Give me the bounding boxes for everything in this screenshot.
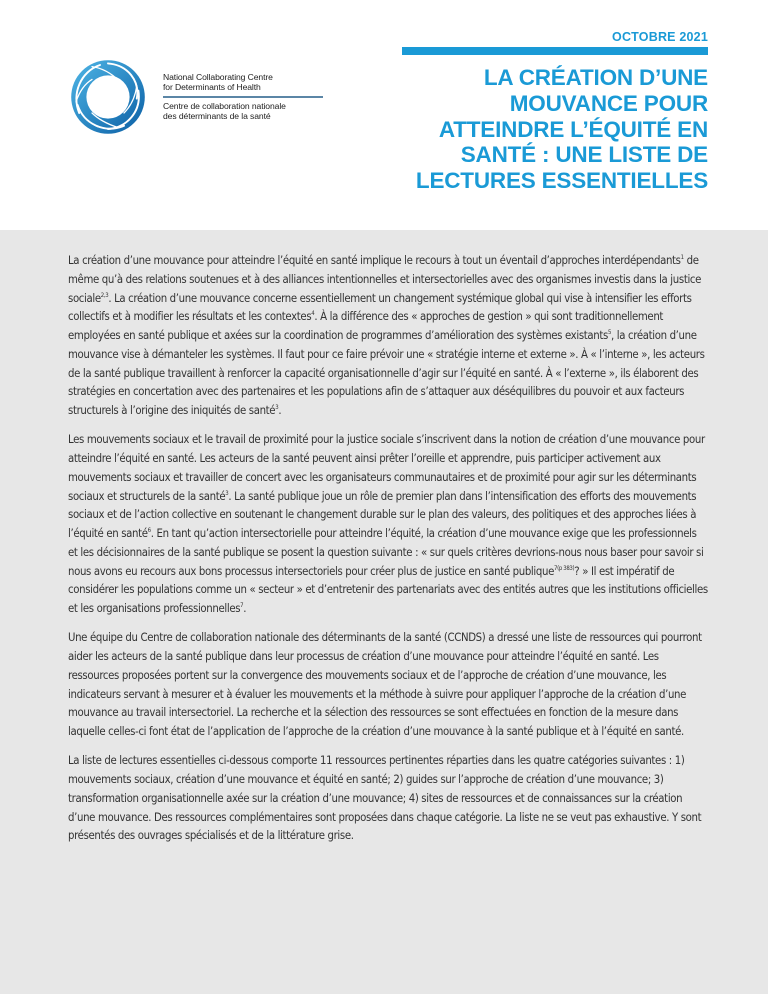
citation-superscript: 3 <box>225 489 229 497</box>
paragraph-categories <box>68 752 708 846</box>
paragraph-text: La liste de lectures essentielles ci-dessous comporte 11 ressources pertinentes réparties dans les quatre catégories suivantes : 1) mouvements sociaux, création d’une mouvance et équité en santé; 2) guides sur l’approche de création d’une mouvance; 3) transformation organisationnelle axée sur la création d’une mouvance; 4) sites de ressources et de connaissances sur la création d’une mouvance. Des ressources complémentaires sont proposées dans chaque catégorie. La liste ne se veut pas exhaustive. Y sont présentés des ouvrages spécialisés et de la littérature grise. <box>68 754 702 843</box>
publication-date: OCTOBRE 2021 <box>612 30 708 44</box>
swirl-circle-logo-icon <box>68 57 148 137</box>
org-name-divider <box>163 96 323 98</box>
paragraph-text: , la création d’une mouvance vise à démanteler les systèmes. Il faut pour ce faire prévoir une « stratégie interne et externe ». À « l’interne », les acteurs de la santé publique travaillent à renforcer la capacité organisationnelle d’agir sur l’équité en santé. À « l’externe », ils élaborent des stratégies en concertation avec des partenaires et les populations afin de s’attaquer aux déséquilibres du pouvoir et aux facteurs structurels à l’origine des iniquités de santé <box>68 329 705 417</box>
org-name-fr-line1: Centre de collaboration nationale <box>163 100 286 111</box>
title-line: SANTÉ : UNE LISTE DE <box>460 142 708 168</box>
document-body <box>0 230 768 994</box>
document-header <box>0 0 768 230</box>
document-title <box>348 65 708 194</box>
title-line: LECTURES ESSENTIELLES <box>415 168 708 194</box>
org-name-en-line2: for Determinants of Health <box>163 82 261 92</box>
accent-bar <box>402 47 708 55</box>
title-line: LA CRÉATION D’UNE <box>483 65 708 90</box>
citation-superscript: 2,3 <box>100 291 109 299</box>
paragraph-text: ? » Il est impératif de considérer les populations comme un « secteur » et d’entretenir des partenariats avec des entités autres que les institutions officielles et les organisations professionnelles <box>68 564 708 615</box>
paragraph-resource-list <box>68 629 708 742</box>
paragraph-text: . La santé publique joue un rôle de premier plan dans l’intensification des efforts des mouvements sociaux et de l’action collective en soutenant le changement durable sur le plan des valeurs, des politiques et des approches liées à l’équité en santé <box>68 489 697 540</box>
paragraph-text: . <box>243 602 247 615</box>
paragraph-text: . À la différence des « approches de gestion » qui sont traditionnellement employées en santé publique et axées sur la coordination de programmes d’amélioration des systèmes existants <box>68 310 664 342</box>
organization-name <box>163 72 333 121</box>
paragraph-text: . La création d’une mouvance concerne essentiellement un changement systémique global qui vise à intensifier les efforts collectifs et à modifier les résultats et les contextes <box>68 291 692 324</box>
paragraph-text: . En tant qu’action intersectorielle pour atteindre l’équité, la création d’une mouvance exige que les professionnels et les décisionnaires de la santé publique se posent la question suivante : « sur quels critères devrions-nous nous baser pour savoir si nous avons eu recours aux bons processus intersectoriels pour créer plus de justice en santé publique <box>68 527 704 578</box>
body-text <box>68 252 708 857</box>
citation-superscript: 6 <box>147 527 151 534</box>
org-name-fr-line2: des déterminants de la santé <box>163 110 271 121</box>
paragraph-text: La création d’une mouvance pour atteindre l’équité en santé implique le recours à tout un éventail d’approches interdépendants <box>68 254 681 267</box>
citation-superscript: 7 <box>240 602 244 609</box>
paragraph-social-movements <box>68 431 708 619</box>
paragraph-text: Une équipe du Centre de collaboration nationale des déterminants de la santé (CCNDS) a dressé une liste de ressources qui pourront aider les acteurs de la santé publique dans leur processus de création d’une mouvance pour atteindre l’équité en santé. Les ressources proposées portent sur la convergence des mouvements sociaux et de l’approche de création d’une mouvance, les indicateurs servant à mesurer et à évaluer les mouvements et la méthode à suivre pour appliquer l’approche de la création d’une mouvance au travail intersectoriel. La recherche et la sélection des ressources se sont effectuées en fonction de la mesure dans laquelle celles-ci font état de l’application de l’approche de la création d’une mouvance à la santé publique et à l’équité en santé. <box>68 631 702 738</box>
title-line: MOUVANCE POUR <box>509 90 708 116</box>
paragraph-text: Les mouvements sociaux et le travail de proximité pour la justice sociale s’inscrivent dans la notion de création d’une mouvance pour atteindre l’équité en santé. Les acteurs de la santé peuvent ainsi prêter l’oreille et apprendre, puis participer activement aux mouvements sociaux et travailler de concert avec les organisateurs communautaires et de proximité pour agir sur les déterminants sociaux et structurels de la santé <box>68 433 705 503</box>
title-line: ATTEINDRE L’ÉQUITÉ EN <box>438 116 708 142</box>
paragraph-text: de même qu’à des relations soutenues et à des alliances intentionnelles et intersectorielles avec des organismes investis dans la justice sociale <box>68 254 702 305</box>
citation-superscript: 1 <box>680 254 684 261</box>
citation-superscript: 4 <box>311 310 315 318</box>
org-name-en-line1: National Collaborating Centre <box>163 72 273 82</box>
paragraph-text: . <box>278 404 282 417</box>
citation-superscript: 3 <box>275 404 279 411</box>
citation-superscript: 7(p 383) <box>553 564 575 572</box>
paragraph-intro <box>68 252 708 421</box>
citation-superscript: 5 <box>607 329 612 336</box>
